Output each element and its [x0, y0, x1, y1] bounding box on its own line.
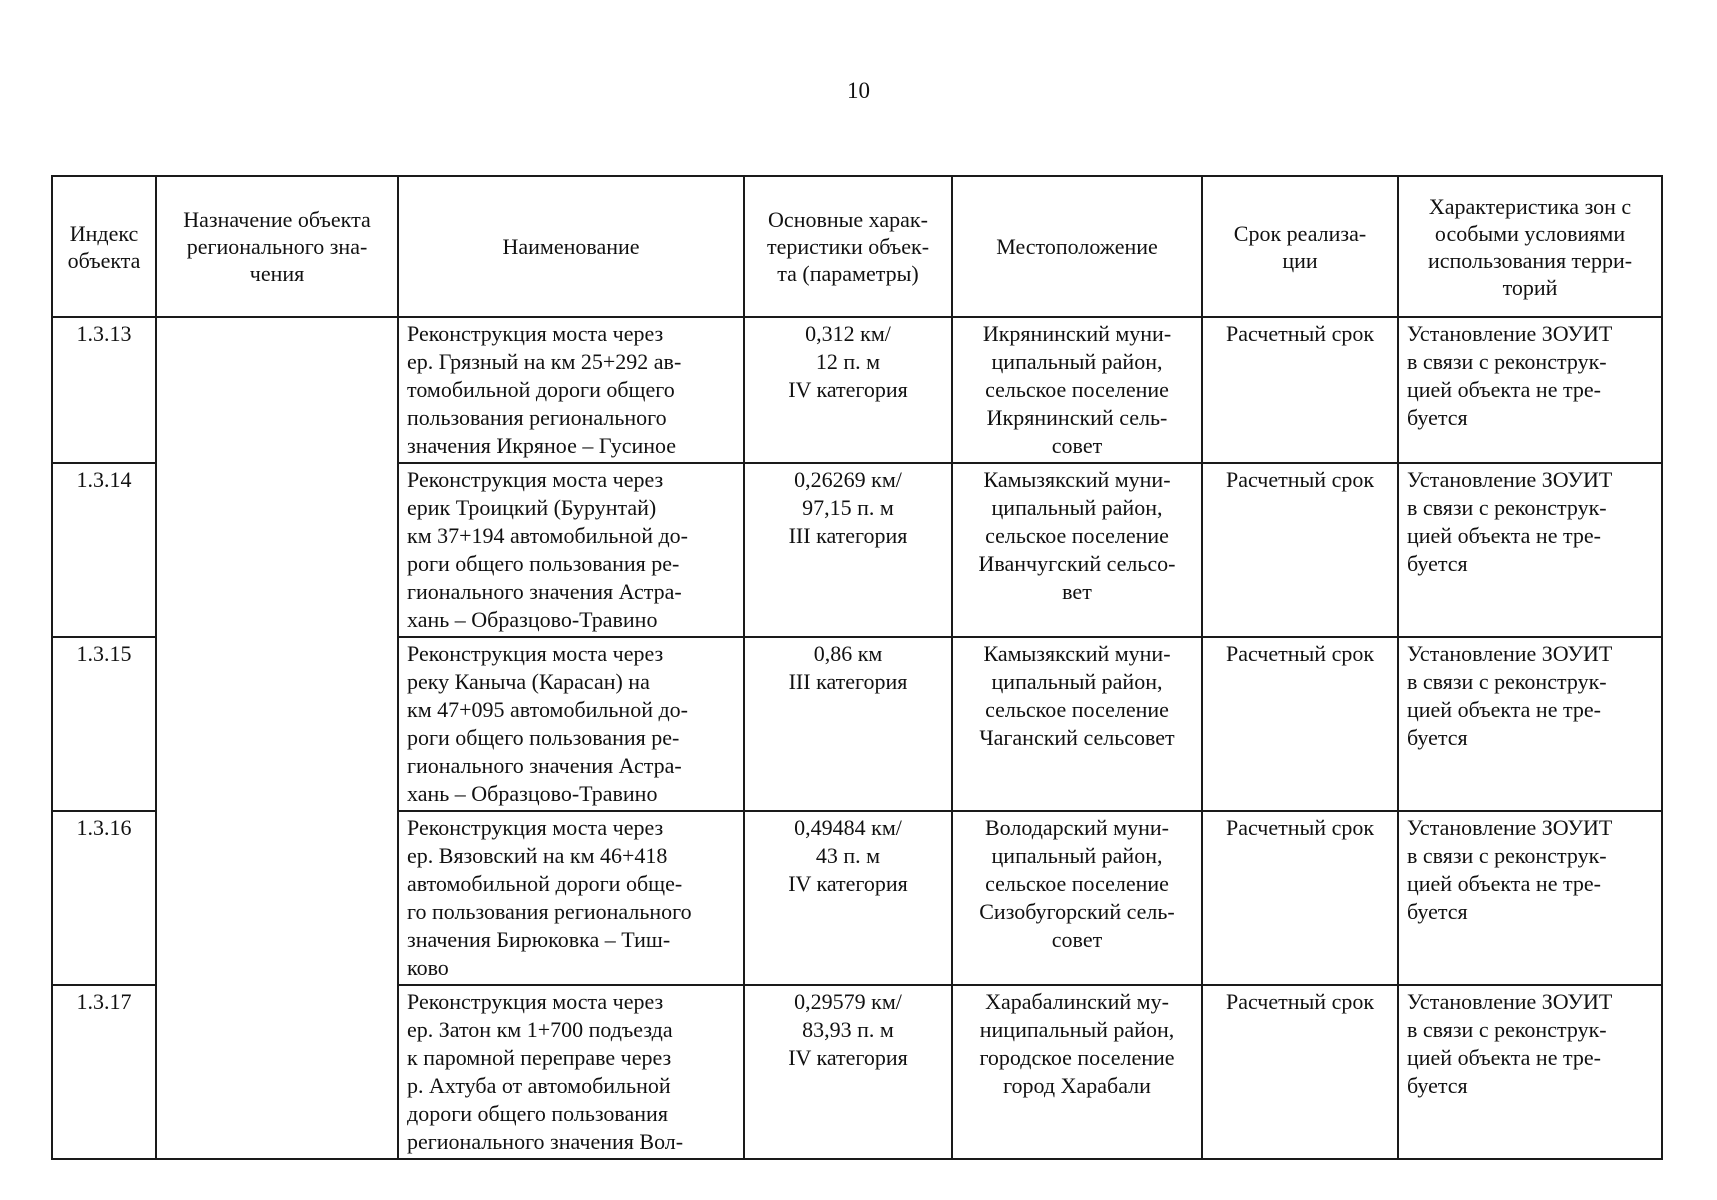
row-name: Реконструкция моста через ер. Вязовский на км 46+418 автомобильной дороги обще- го пользования регионального значения Бирюковка – Тиш- ково [398, 811, 744, 985]
row-zones: Установление ЗОУИТ в связи с реконструк- цией объекта не тре- буется [1398, 463, 1662, 637]
row-location: Камызякский муни- ципальный район, сельское поселение Чаганский сельсовет [952, 637, 1202, 811]
row-params: 0,86 км III категория [744, 637, 952, 811]
header-location: Местоположение [952, 176, 1202, 317]
row-zones: Установление ЗОУИТ в связи с реконструк- цией объекта не тре- буется [1398, 985, 1662, 1159]
row-zones: Установление ЗОУИТ в связи с реконструк- цией объекта не тре- буется [1398, 637, 1662, 811]
header-index: Индекс объекта [52, 176, 156, 317]
row-term: Расчетный срок [1202, 463, 1398, 637]
row-location: Камызякский муни- ципальный район, сельское поселение Иванчугский сельсо- вет [952, 463, 1202, 637]
row-params: 0,26269 км/ 97,15 п. м III категория [744, 463, 952, 637]
row-name: Реконструкция моста через ер. Грязный на км 25+292 ав- томобильной дороги общего пользования регионального значения Икряное – Гусиное [398, 317, 744, 463]
row-term: Расчетный срок [1202, 637, 1398, 811]
row-params: 0,29579 км/ 83,93 п. м IV категория [744, 985, 952, 1159]
row-location: Володарский муни- ципальный район, сельское поселение Сизобугорский сель- совет [952, 811, 1202, 985]
row-name: Реконструкция моста через ерик Троицкий (Бурунтай) км 37+194 автомобильной до- роги общего пользования ре- гионального значения Астра- хань – Образцово-Травино [398, 463, 744, 637]
row-index: 1.3.14 [52, 463, 156, 637]
purpose-cell [156, 317, 398, 1159]
row-index: 1.3.17 [52, 985, 156, 1159]
row-term: Расчетный срок [1202, 317, 1398, 463]
row-location: Икрянинский муни- ципальный район, сельское поселение Икрянинский сель- совет [952, 317, 1202, 463]
row-name: Реконструкция моста через ер. Затон км 1+700 подъезда к паромной переправе через р. Ахтуба от автомобильной дороги общего пользования регионального значения Вол- [398, 985, 744, 1159]
row-name: Реконструкция моста через реку Каныча (Карасан) на км 47+095 автомобильной до- роги общего пользования ре- гионального значения Астра- хань – Образцово-Травино [398, 637, 744, 811]
row-term: Расчетный срок [1202, 985, 1398, 1159]
header-purpose: Назначение объекта регионального зна- чения [156, 176, 398, 317]
table-header-row [52, 176, 1662, 317]
row-term: Расчетный срок [1202, 811, 1398, 985]
header-params: Основные харак- теристики объек- та (параметры) [744, 176, 952, 317]
row-zones: Установление ЗОУИТ в связи с реконструк- цией объекта не тре- буется [1398, 811, 1662, 985]
row-index: 1.3.15 [52, 637, 156, 811]
row-zones: Установление ЗОУИТ в связи с реконструк- цией объекта не тре- буется [1398, 317, 1662, 463]
row-index: 1.3.13 [52, 317, 156, 463]
objects-table [51, 175, 1663, 1160]
page-number: 10 [847, 78, 870, 103]
row-params: 0,49484 км/ 43 п. м IV категория [744, 811, 952, 985]
table-row [52, 317, 1662, 463]
header-term: Срок реализа- ции [1202, 176, 1398, 317]
row-location: Харабалинский му- ниципальный район, городское поселение город Харабали [952, 985, 1202, 1159]
row-params: 0,312 км/ 12 п. м IV категория [744, 317, 952, 463]
row-index: 1.3.16 [52, 811, 156, 985]
header-name: Наименование [398, 176, 744, 317]
header-zones: Характеристика зон с особыми условиями использования терри- торий [1398, 176, 1662, 317]
